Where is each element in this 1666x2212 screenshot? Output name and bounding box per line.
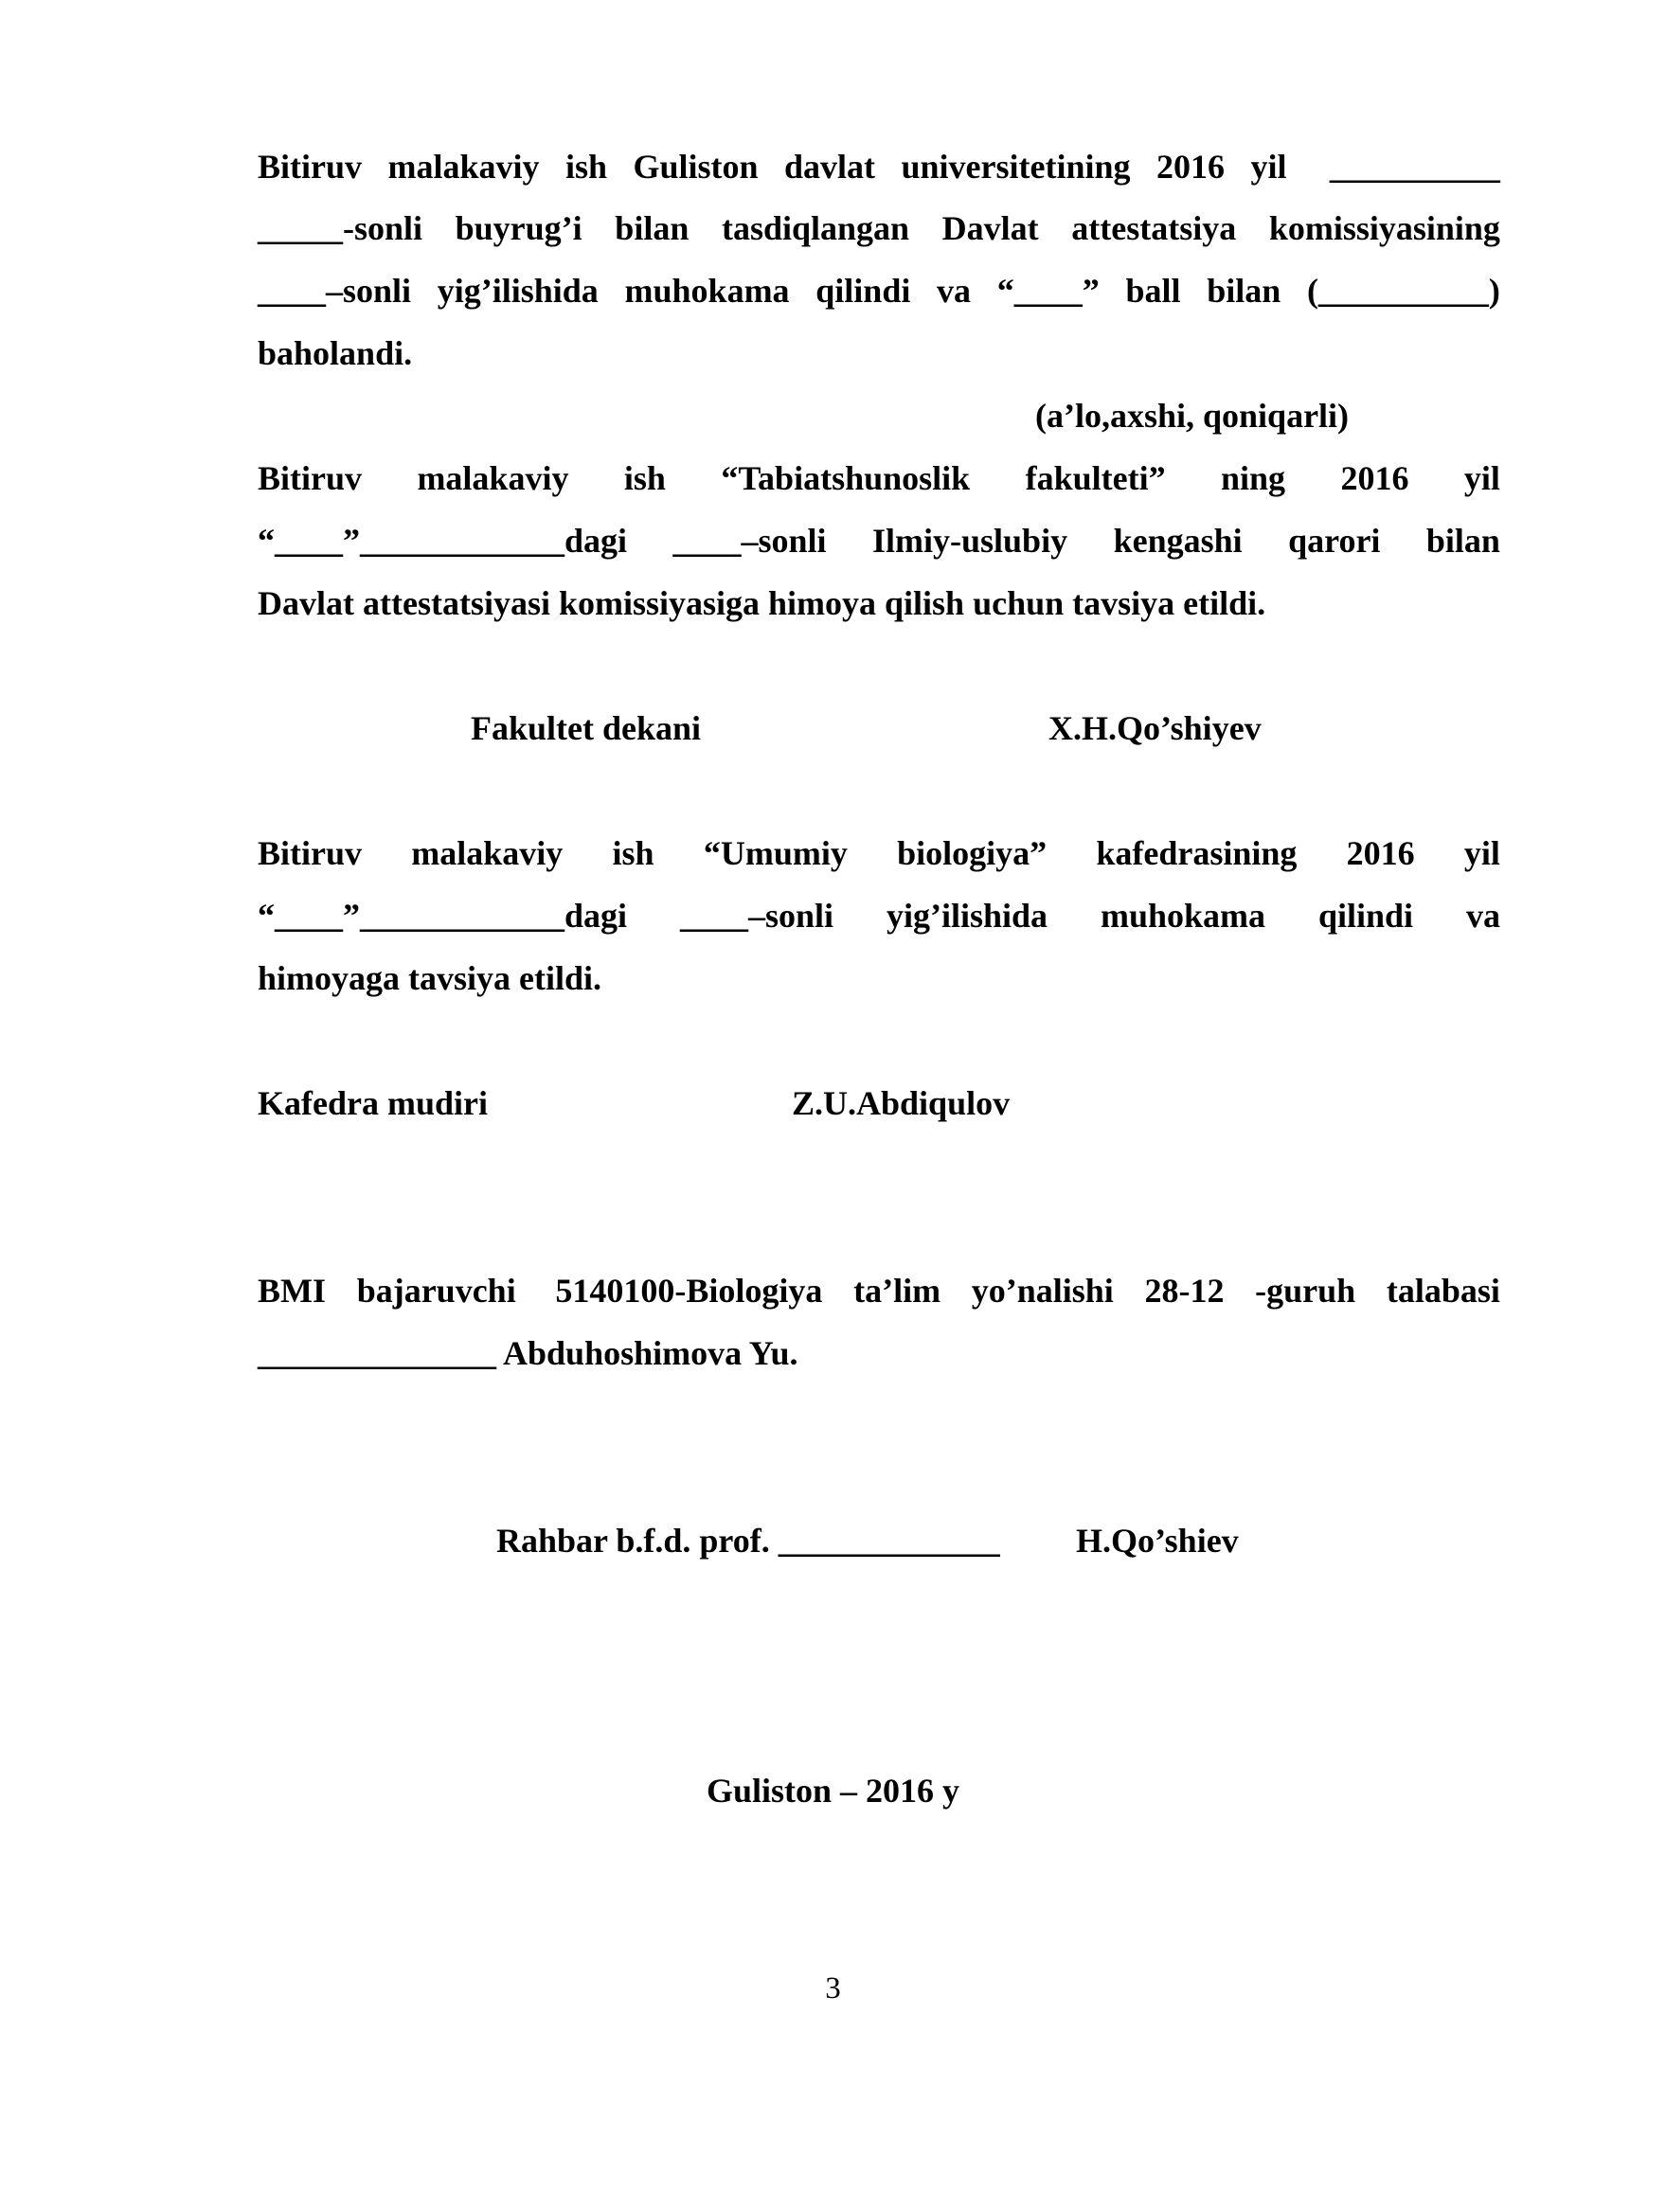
word: bilan xyxy=(1425,522,1500,560)
p3-line3: himoyaga tavsiya etildi. xyxy=(258,959,602,997)
supervisor-role: Rahbar b.f.d. prof. _____________ xyxy=(496,1522,1000,1560)
word: komissiyasining xyxy=(1268,209,1500,247)
word: muhokama xyxy=(1100,897,1265,935)
word: yil xyxy=(1250,148,1287,186)
word: tasdiqlangan xyxy=(721,209,910,247)
word: ____–sonli xyxy=(258,272,412,310)
word: Bitiruv xyxy=(258,459,363,497)
word: davlat xyxy=(784,148,876,186)
grade-options-note: (a’lo,axshi, qoniqarli) xyxy=(1035,397,1350,435)
word: malakaviy xyxy=(411,834,564,872)
word: bajaruvchi xyxy=(356,1272,516,1310)
p1-line1 xyxy=(258,150,1500,184)
word: ish xyxy=(612,834,654,872)
word: 2016 xyxy=(1155,148,1225,186)
word: qilindi xyxy=(1317,897,1414,935)
p2-line3: Davlat attestatsiyasi komissiyasiga himoya qilish uchun tavsiya etildi. xyxy=(258,584,1266,622)
word: universitetining xyxy=(901,148,1131,186)
word: yig’ilishida xyxy=(437,272,599,310)
word: qilindi xyxy=(815,272,911,310)
word: buyrug’i xyxy=(455,209,582,247)
word: ____–sonli xyxy=(672,522,827,560)
word: “____”____________dagi xyxy=(258,897,628,935)
word: ning xyxy=(1221,459,1286,497)
department-head-name: Z.U.Abdiqulov xyxy=(792,1084,1011,1122)
word: bilan xyxy=(615,209,690,247)
word: ish xyxy=(564,148,608,186)
p4-line1 xyxy=(258,1274,1500,1308)
word: BMI xyxy=(258,1272,326,1310)
p2-line1 xyxy=(258,461,1500,495)
word: yo’nalishi xyxy=(971,1272,1114,1310)
word: ish xyxy=(623,459,666,497)
word: 2016 xyxy=(1346,834,1415,872)
place-date: Guliston – 2016 y xyxy=(706,1772,960,1810)
word: yil xyxy=(1463,459,1500,497)
p2-line2 xyxy=(258,524,1500,558)
page-number: 3 xyxy=(825,1971,841,2006)
word: 28-12 xyxy=(1144,1272,1225,1310)
word: _____-sonli xyxy=(258,209,423,247)
word: kengashi xyxy=(1113,522,1243,560)
word: “____” xyxy=(996,272,1100,310)
word: Guliston xyxy=(633,148,759,186)
word: talabasi xyxy=(1386,1272,1500,1310)
word: yig’ilishida xyxy=(886,897,1048,935)
word: yil xyxy=(1463,834,1500,872)
department-head-role: Kafedra mudiri xyxy=(258,1084,488,1122)
word: “____”____________dagi xyxy=(258,522,628,560)
p1-line4: baholandi. xyxy=(258,334,413,372)
word: kafedrasining xyxy=(1096,834,1298,872)
word: Ilmiy-uslubiy xyxy=(872,522,1068,560)
word: attestatsiya xyxy=(1071,209,1237,247)
word: 5140100-Biologiya xyxy=(546,1272,823,1310)
word: -guruh xyxy=(1255,1272,1356,1310)
p3-line1 xyxy=(258,836,1500,870)
word: 2016 xyxy=(1340,459,1409,497)
word: biologiya” xyxy=(897,834,1048,872)
word: fakulteti” xyxy=(1025,459,1166,497)
word: va xyxy=(937,272,972,310)
word: malakaviy xyxy=(387,148,540,186)
word: Bitiruv xyxy=(258,148,363,186)
p1-line3 xyxy=(258,274,1500,308)
word: (__________) xyxy=(1306,272,1500,310)
word: ball xyxy=(1125,272,1181,310)
word: Davlat xyxy=(941,209,1039,247)
p3-line2 xyxy=(258,899,1500,933)
dean-role: Fakultet dekani xyxy=(471,709,702,747)
dean-name: X.H.Qo’shiyev xyxy=(1048,709,1262,747)
word: malakaviy xyxy=(417,459,569,497)
word: ____–sonli xyxy=(679,897,834,935)
word: ta’lim xyxy=(853,1272,941,1310)
word: “Umumiy xyxy=(703,834,848,872)
p1-line2 xyxy=(258,211,1500,245)
word: “Tabiatshunoslik xyxy=(721,459,971,497)
word: qarori xyxy=(1288,522,1381,560)
word: va xyxy=(1465,897,1500,935)
student-name-line: ______________ Abduhoshimova Yu. xyxy=(258,1334,798,1372)
supervisor-name: H.Qo’shiev xyxy=(1076,1522,1239,1560)
blank-field: __________ xyxy=(1312,148,1500,186)
word: Bitiruv xyxy=(258,834,363,872)
word: muhokama xyxy=(624,272,790,310)
word: bilan xyxy=(1207,272,1281,310)
